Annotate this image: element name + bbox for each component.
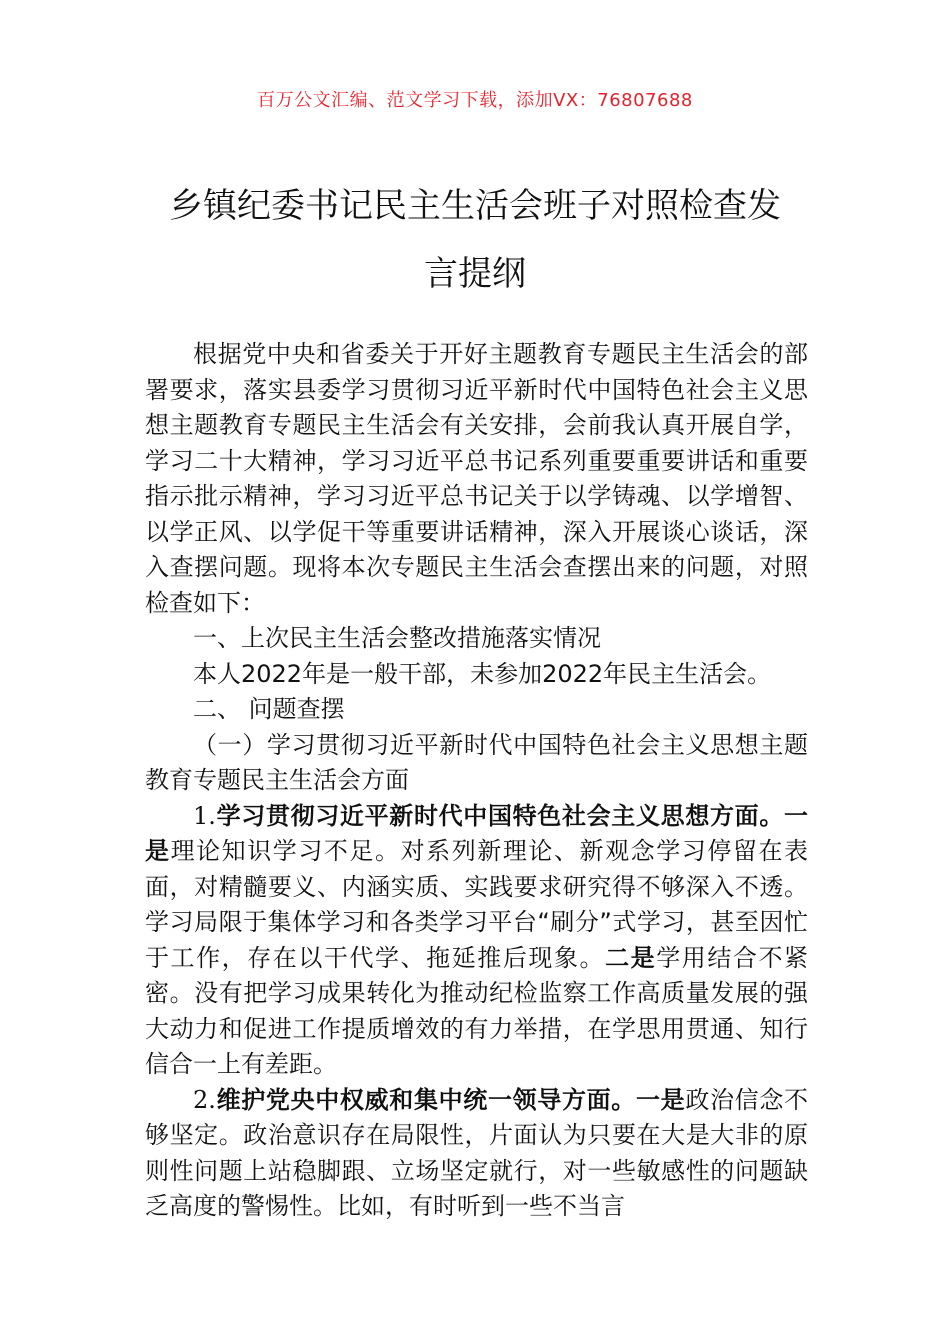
- title-line-2: 言提纲: [424, 254, 526, 294]
- section-2-heading: 二、 问题查摆: [193, 695, 345, 723]
- item-2-heading: 维护党央中权威和集中统一领导方面。: [215, 1085, 636, 1114]
- watermark-header: 百万公文汇编、范文学习下载，添加VX：76807688: [257, 90, 693, 111]
- item-2-paragraph: [145, 1083, 808, 1225]
- section-1-body: 本人2022年是一般干部，未参加2022年民主生活会。: [193, 659, 772, 688]
- section-1-heading: 一、上次民主生活会整改措施落实情况: [193, 624, 601, 652]
- item-1-lead-1: 一是: [145, 801, 808, 865]
- item-2-text-1: 政治信念不够坚定。政治意识存在局限性，片面认为只要在大是大非的原则性问题上站稳脚跟、立场坚定就行，对一些敏感性的问题缺乏高度的警惕性。比如，有时听到一些不当言: [145, 1085, 809, 1220]
- item-2-number: 2.: [193, 1085, 216, 1114]
- item-1-number: 1.: [193, 801, 216, 830]
- intro-paragraph: 根据党中央和省委关于开好主题教育专题民主生活会的部署要求，落实县委学习贯彻习近平新时代中国特色社会主义思想主题教育专题民主生活会有关安排，会前我认真开展自学，学习二十大精神，学习习近平总书记系列重要重要讲话和重要指示批示精神，学习习近平总书记关于以学铸魂、以学增智、以学正风、以学促干等重要讲话精神，深入开展谈心谈话，深入查摆问题。现将本次专题民主生活会查摆出来的问题，对照检查如下：: [145, 340, 808, 617]
- document-body: [145, 337, 808, 1225]
- item-2-lead-1: 一是: [635, 1085, 686, 1114]
- item-1-heading: 学习贯彻习近平新时代中国特色社会主义思想方面。: [215, 801, 784, 830]
- item-1-paragraph: [145, 799, 808, 1083]
- item-1-text-2: 学用结合不紧密。没有把学习成果转化为推动纪检监察工作高质量发展的强大动力和促进工作提质增效的有力举措，在学思用贯通、知行信合一上有差距。: [145, 943, 809, 1078]
- item-1-lead-2: 二是: [605, 943, 657, 972]
- title-line-1: 乡镇纪委书记民主生活会班子对照检查发: [169, 186, 781, 226]
- item-1-text-1: 理论知识学习不足。对系列新理论、新观念学习停留在表面，对精髓要义、内涵实质、实践要求研究得不够深入不透。学习局限于集体学习和各类学习平台“刷分”式学习，甚至因忙于工作，存在以干代学、拖延推后现象。: [145, 837, 809, 972]
- subsection-1-heading: （一）学习贯彻习近平新时代中国特色社会主义思想主题教育专题民主生活会方面: [145, 730, 808, 794]
- document-title: [140, 172, 810, 308]
